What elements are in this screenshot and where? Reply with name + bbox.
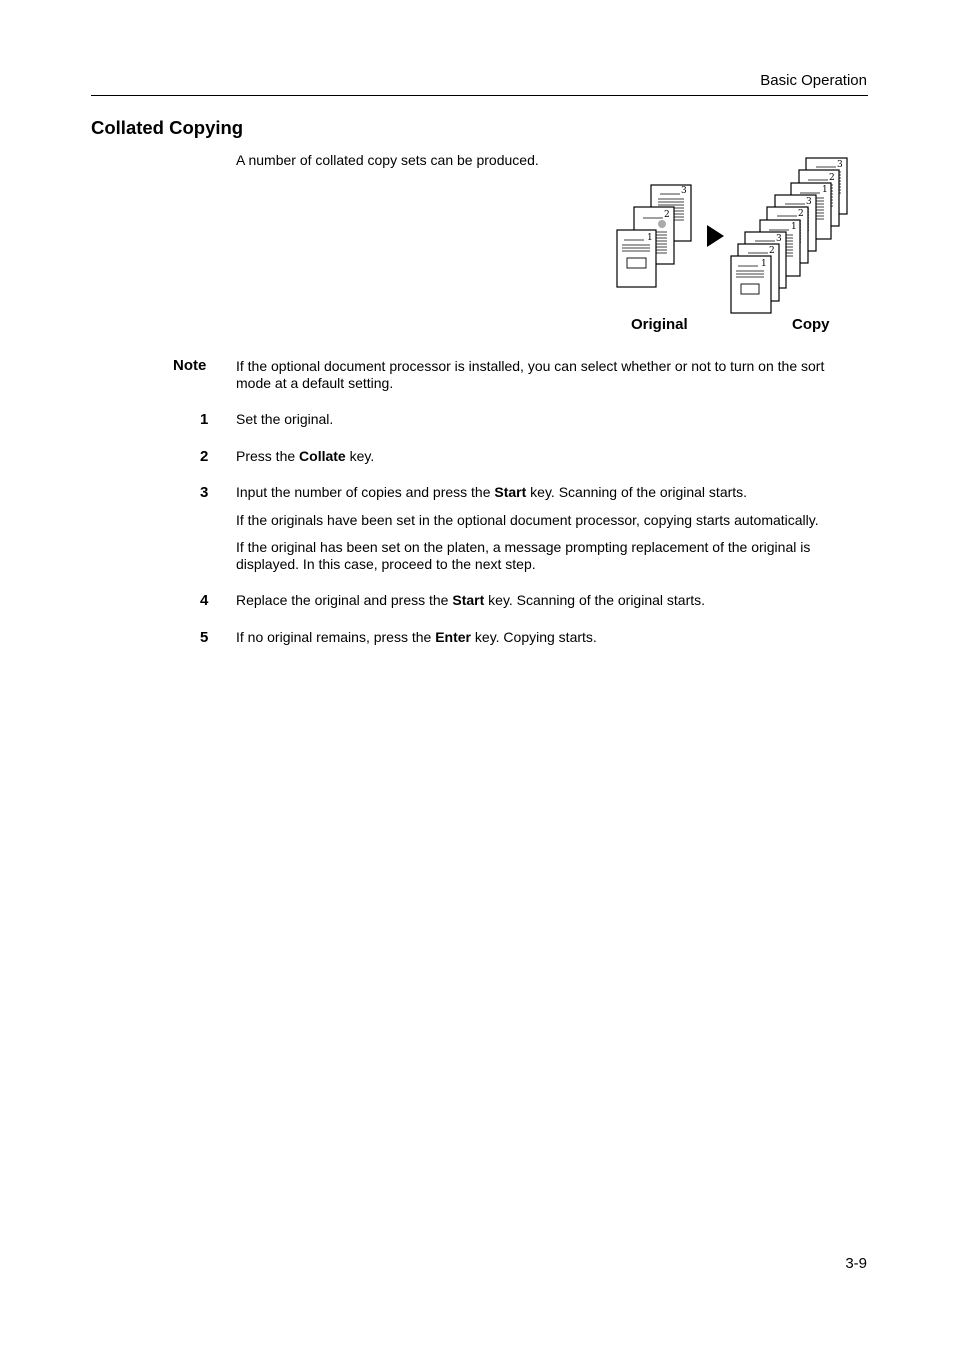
header-rule <box>91 95 868 96</box>
step-3-detail-1: If the originals have been set in the optional document processor, copying starts automatically. <box>236 512 819 528</box>
copy-front-page-2-number: 2 <box>769 246 775 256</box>
original-page-2-number: 2 <box>664 210 670 220</box>
original-page-1 <box>617 230 656 287</box>
step-3-text: Input the number of copies and press the Start key. Scanning of the original starts. <box>236 484 748 500</box>
copy-set-front-page-1 <box>731 256 771 313</box>
copy-back-page-1-number: 1 <box>822 185 828 195</box>
copy-mid-page-2-number: 2 <box>798 209 804 219</box>
step-2-text: Press the Collate key. <box>236 448 375 464</box>
step-4-text: Replace the original and press the Start key. Scanning of the original starts. <box>236 592 706 608</box>
step-1-text: Set the original. <box>236 411 334 427</box>
copy-back-page-2-number: 2 <box>829 173 835 183</box>
copy-mid-page-1-number: 1 <box>791 222 797 232</box>
start-key-name: Start <box>452 592 485 608</box>
arrow-right-icon <box>707 225 724 247</box>
copy-front-page-1-number: 1 <box>761 259 767 269</box>
copy-front-page-3-number: 3 <box>776 234 782 244</box>
step-3-detail-2: If the original has been set on the platen, a message prompting replacement of the original is displayed. In this case, proceed to the next step. <box>236 539 811 572</box>
step-5-text: If no original remains, press the Enter key. Copying starts. <box>236 629 597 645</box>
copy-caption: Copy <box>792 316 830 333</box>
running-header: Basic Operation <box>760 72 867 89</box>
step-number: 1 <box>200 411 209 428</box>
enter-key-name: Enter <box>435 629 472 645</box>
section-title: Collated Copying <box>91 117 244 138</box>
note-label: Note <box>173 357 207 374</box>
original-page-3-number: 3 <box>681 186 687 196</box>
page-number: 3-9 <box>845 1255 867 1272</box>
note-text: If the optional document processor is installed, you can select whether or not to turn on the sort mode at a default setting. <box>236 358 825 391</box>
step-number: 2 <box>200 448 209 465</box>
original-stack <box>617 185 691 287</box>
intro-text: A number of collated copy sets can be produced. <box>236 152 539 168</box>
start-key-name: Start <box>494 484 527 500</box>
step-number: 5 <box>200 629 209 646</box>
copy-stack <box>731 158 847 313</box>
copy-mid-page-3-number: 3 <box>806 197 812 207</box>
step-number: 3 <box>200 484 209 501</box>
collated-copy-illustration <box>600 150 860 340</box>
step-number: 4 <box>200 592 209 609</box>
original-caption: Original <box>631 316 688 333</box>
collate-key-name: Collate <box>299 448 346 464</box>
original-page-1-number: 1 <box>647 233 653 243</box>
copy-back-page-3-number: 3 <box>837 160 843 170</box>
